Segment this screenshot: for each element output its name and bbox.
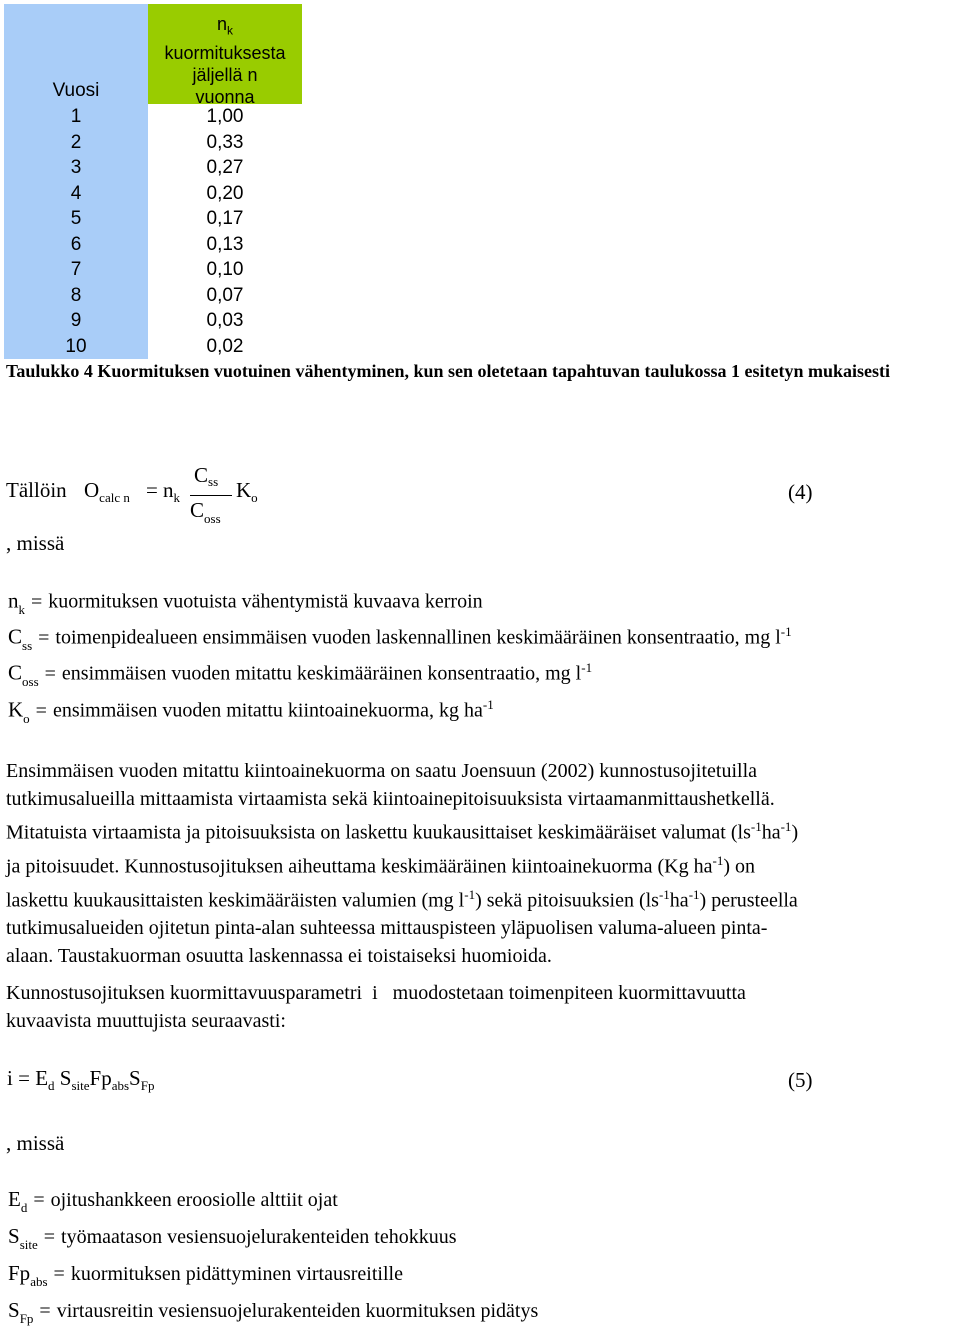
equation-4-missa: , missä	[6, 531, 65, 555]
equation-4-number: (4)	[788, 480, 813, 504]
table-header-row	[4, 4, 302, 107]
header-nk-main: n	[216, 14, 227, 34]
def-symbol-sub: site	[19, 1237, 38, 1252]
table-row	[4, 283, 302, 309]
table-row	[4, 104, 302, 130]
definition-eq4	[8, 697, 494, 726]
p1-l4b: ) on	[723, 855, 756, 878]
def-symbol-sub: k	[18, 601, 25, 617]
eq5-fp: Fp	[89, 1066, 112, 1090]
eq5-i: i	[7, 1066, 13, 1090]
p1-sup5: -1	[658, 887, 670, 903]
equation-4-numerator	[194, 463, 218, 488]
p1-l5d: ) perusteella	[699, 889, 798, 912]
eq5-s2: S	[129, 1066, 141, 1090]
value-cell: 0,10	[206, 259, 244, 280]
def-text: ensimmäisen vuoden mitattu kiintoainekuorma, kg ha	[52, 699, 483, 722]
year-cell: 5	[4, 206, 148, 232]
def-symbol-sub: abs	[30, 1274, 48, 1289]
value-cell: 0,20	[206, 182, 244, 204]
table-body	[4, 104, 302, 359]
p1-line-1: Ensimmäisen vuoden mitattu kiintoainekuorma on saatu Joensuun (2002) kunnostusojitetuilla	[6, 760, 758, 782]
definition-eq4	[8, 660, 593, 689]
p1-line-4	[6, 847, 954, 881]
value-cell: 0,03	[206, 310, 244, 331]
year-cell: 10	[4, 334, 148, 360]
year-cell: 3	[4, 155, 148, 181]
p1-l5b: ) sekä pitoisuuksien (ls	[475, 889, 659, 912]
p1-line-6: tutkimusalueiden ojitetun pinta-alan suhteessa mittauspisteen yläpuolisen valuma-alueen pinta-	[6, 917, 768, 940]
p1-sup2: -1	[780, 819, 792, 834]
eq4-k-sub: o	[251, 490, 258, 505]
p2-l1b: muodostetaan toimenpiteen kuormittavuutta	[392, 982, 746, 1004]
definition-eq5	[8, 1261, 403, 1289]
eq4-num-sub: ss	[208, 474, 219, 489]
eq4-n: n	[163, 478, 174, 502]
def-symbol-sub: ss	[22, 637, 33, 653]
def-text: toimenpidealueen ensimmäisen vuoden laskennallinen keskimääräinen konsentraatio, mg l	[55, 626, 781, 649]
p2-line-1	[6, 980, 954, 1008]
def-symbol-sub: o	[23, 710, 30, 726]
def-text: työmaatason vesiensuojelurakenteiden tehokkuus	[61, 1226, 457, 1248]
def-text: kuormituksen pidättyminen virtausreitille	[70, 1263, 403, 1285]
header-year-label: Vuosi	[52, 80, 100, 101]
eq4-den-sub: oss	[204, 511, 221, 526]
eq5-equals: =	[18, 1066, 30, 1090]
p1-l3a: Mitatuista virtaamista ja pitoisuuksista on laskettu kuukausittaiset keskimääräiset valumat (ls	[6, 821, 751, 844]
equation-5-number: (5)	[788, 1068, 813, 1092]
def-symbol: S	[8, 1298, 20, 1322]
def-text: ojitushankkeen eroosiolle alttiit ojat	[50, 1189, 338, 1211]
value-cell: 0,33	[206, 131, 244, 153]
eq5-e: E	[35, 1066, 49, 1090]
table-row	[4, 257, 302, 283]
eq5-s2-sub: Fp	[140, 1078, 155, 1093]
p1-sup4: -1	[464, 887, 476, 903]
def-symbol: C	[8, 624, 23, 649]
eq5-fp-sub: abs	[111, 1078, 130, 1093]
p1-l3c: )	[791, 821, 799, 844]
definition-eq5	[8, 1298, 539, 1326]
p1-l5a: laskettu kuukausittaisten keskimääräisten valumien (mg l	[6, 889, 465, 912]
year-cell: 1	[4, 104, 148, 130]
p1-line-5	[6, 881, 954, 915]
paragraph-parameter-intro	[6, 980, 954, 1035]
eq4-o-sub: calc n	[99, 490, 130, 505]
equation-4-ko	[236, 478, 258, 503]
table-row	[4, 308, 302, 334]
def-symbol: K	[8, 697, 24, 722]
def-symbol-sub: d	[20, 1200, 28, 1215]
p1-line-7: alaan. Taustakuorman osuutta laskennassa ei toistaiseksi huomioida.	[6, 944, 552, 967]
p2-symbol-i: i	[372, 982, 378, 1004]
year-cell: 7	[4, 257, 148, 283]
equation-4-lhs	[84, 478, 130, 503]
def-equals: =	[31, 590, 43, 613]
p1-l3b: ha	[761, 821, 781, 844]
definition-eq4	[8, 624, 792, 653]
eq4-den: C	[190, 498, 205, 522]
year-cell: 9	[4, 308, 148, 334]
def-symbol-sub: oss	[22, 673, 39, 689]
definition-eq5	[8, 1187, 338, 1215]
p1-sup1: -1	[750, 819, 762, 834]
equation-5-missa: , missä	[6, 1131, 65, 1155]
year-cell: 8	[4, 283, 148, 309]
value-cell: 0,17	[206, 208, 244, 229]
def-text: virtausreitin vesiensuojelurakenteiden kuormituksen pidätys	[56, 1300, 539, 1322]
p2-l1a: Kunnostusojituksen kuormittavuusparametri	[6, 982, 363, 1004]
def-text: kuormituksen vuotuista vähentymistä kuvaava kerroin	[48, 590, 483, 613]
equation-4-nk	[163, 478, 180, 503]
def-symbol: C	[8, 660, 23, 685]
header-nk	[148, 4, 302, 107]
table-row	[4, 232, 302, 258]
p1-line-2: tutkimusalueilla mittaamista virtaamista sekä kiintoainepitoisuuksista virtaamanmittaushetkellä.	[6, 787, 775, 810]
equation-4-prefix: Tällöin	[6, 478, 67, 502]
eq4-num: C	[194, 463, 209, 487]
header-line-3: vuonna	[195, 86, 255, 107]
def-symbol-sub: Fp	[19, 1311, 34, 1326]
year-cell: 2	[4, 130, 148, 156]
table-row	[4, 334, 302, 360]
def-equals: =	[43, 1226, 56, 1248]
def-equals: =	[53, 1263, 65, 1285]
table-row	[4, 206, 302, 232]
definition-eq5	[8, 1224, 457, 1252]
def-sup: -1	[581, 660, 593, 675]
equation-4-equals: =	[146, 478, 158, 502]
table-row	[4, 130, 302, 156]
value-cell: 1,00	[206, 106, 244, 127]
def-sup: -1	[482, 697, 494, 712]
p1-l5c: ha	[669, 889, 689, 912]
fraction-bar	[190, 495, 232, 496]
def-symbol: S	[8, 1224, 20, 1248]
eq4-o: O	[84, 478, 100, 502]
def-equals: =	[38, 626, 50, 649]
header-line-2: jäljellä n	[192, 64, 258, 85]
p2-line-2: kuvaavista muuttujista seuraavasti:	[6, 1009, 286, 1032]
header-line-1: kuormituksesta	[164, 42, 286, 63]
def-equals: =	[39, 1300, 51, 1322]
year-cell: 6	[4, 232, 148, 258]
def-equals: =	[33, 1189, 45, 1211]
value-cell: 0,27	[206, 157, 244, 178]
value-cell: 0,07	[206, 284, 244, 306]
eq5-e-sub: d	[48, 1078, 55, 1093]
paragraph-load-method	[6, 758, 954, 970]
eq5-s-sub: site	[71, 1078, 90, 1093]
equation-4-denominator	[190, 498, 221, 526]
def-sup: -1	[780, 624, 792, 639]
eq4-k: K	[236, 478, 252, 502]
def-equals: =	[44, 662, 56, 685]
equation-5	[7, 1066, 154, 1091]
header-year	[4, 4, 148, 104]
table-caption: Taulukko 4 Kuormituksen vuotuinen vähentyminen, kun sen oletetaan tapahtuvan taulukossa 1 esitetyn mukaisesti	[6, 361, 891, 381]
header-nk-sub: k	[227, 23, 233, 38]
def-symbol: Fp	[8, 1261, 31, 1285]
p1-l4a: ja pitoisuudet. Kunnostusojituksen aiheuttama keskimääräinen kiintoainekuorma (Kg ha	[6, 855, 713, 878]
header-nk-symbol	[148, 13, 302, 42]
table-row	[4, 155, 302, 181]
def-text: ensimmäisen vuoden mitattu keskimääräinen konsentraatio, mg l	[61, 662, 582, 685]
def-symbol: n	[8, 588, 19, 613]
year-cell: 4	[4, 181, 148, 207]
def-equals: =	[35, 699, 47, 722]
eq4-n-sub: k	[173, 490, 180, 505]
table-row	[4, 181, 302, 207]
def-symbol: E	[8, 1187, 21, 1211]
definition-eq4	[8, 588, 483, 617]
value-cell: 0,13	[206, 233, 244, 255]
value-cell: 0,02	[206, 335, 244, 357]
p1-sup3: -1	[712, 853, 724, 869]
eq5-s: S	[59, 1066, 72, 1090]
p1-sup6: -1	[688, 887, 700, 903]
p1-line-3	[6, 813, 954, 847]
decay-table	[4, 4, 302, 359]
